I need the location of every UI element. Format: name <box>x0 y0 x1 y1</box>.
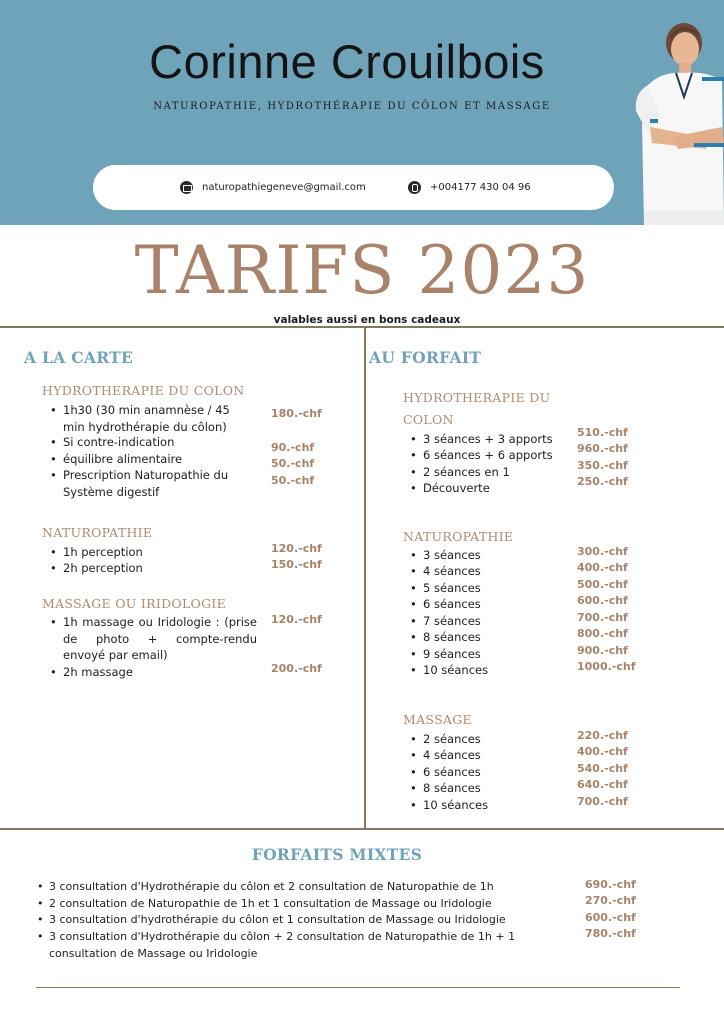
price: 540.-chf <box>577 762 628 775</box>
price: 640.-chf <box>577 778 628 791</box>
phone-text[interactable]: +004177 430 04 96 <box>430 182 531 193</box>
price: 120.-chf <box>271 613 322 626</box>
price: 180.-chf <box>271 407 322 420</box>
practice-subtitle: NATUROPATHIE, HYDROTHÉRAPIE DU CÔLON ET MASSAGE <box>153 101 551 112</box>
phone-contact[interactable] <box>408 181 531 194</box>
top-divider <box>0 326 724 328</box>
list-item: • 3 consultation d'hydrothérapie du côlon et 1 consultation de Massage ou Iridologie <box>49 912 579 929</box>
price: 300.-chf <box>577 545 628 558</box>
price: 780.-chf <box>585 927 636 940</box>
list-item: • équilibre alimentaire <box>63 451 253 468</box>
list-item: • Si contre-indication <box>63 434 253 451</box>
price: 700.-chf <box>577 611 628 624</box>
list-item: • 2 consultation de Naturopathie de 1h et 1 consultation de Massage ou Iridologie <box>49 896 579 913</box>
price: 500.-chf <box>577 578 628 591</box>
list-item: • Découverte <box>423 480 490 497</box>
list-item: • 9 séances <box>423 646 481 663</box>
price: 350.-chf <box>577 459 628 472</box>
price: 150.-chf <box>271 558 322 571</box>
list-item: • 10 séances <box>423 662 488 679</box>
price: 600.-chf <box>585 911 636 924</box>
forfait-hydro-title-line1: HYDROTHERAPIE DU <box>403 390 551 405</box>
list-item: • 6 séances + 6 apports <box>423 447 553 464</box>
list-item: • 3 consultation d'Hydrothérapie du côlon et 2 consultation de Naturopathie de 1h <box>49 879 579 896</box>
list-item: • 1h perception <box>63 544 253 561</box>
list-item: • 1h30 (30 min anamnèse / 45 min hydrothérapie du côlon) <box>63 402 253 435</box>
price: 220.-chf <box>577 729 628 742</box>
list-item: • 2h perception <box>63 560 253 577</box>
list-item: • 3 séances + 3 apports <box>423 431 553 448</box>
price: 270.-chf <box>585 894 636 907</box>
list-item: • 8 séances <box>423 780 481 797</box>
price: 960.-chf <box>577 442 628 455</box>
price: 120.-chf <box>271 542 322 555</box>
list-item: • 5 séances <box>423 580 481 597</box>
mail-icon <box>180 181 193 194</box>
list-item: • 2h massage <box>63 664 253 681</box>
list-item: • 8 séances <box>423 629 481 646</box>
price: 90.-chf <box>271 441 315 454</box>
price: 400.-chf <box>577 561 628 574</box>
price: 200.-chf <box>271 662 322 675</box>
price: 250.-chf <box>577 475 628 488</box>
forfait-massage-title: MASSAGE <box>403 712 472 727</box>
price: 600.-chf <box>577 594 628 607</box>
carte-massage-title: MASSAGE OU IRIDOLOGIE <box>42 596 227 611</box>
list-item: • 1h massage ou Iridologie : (prise de photo + compte-rendu envoyé par email) <box>63 614 257 664</box>
au-forfait-heading: AU FORFAIT <box>369 348 482 367</box>
price: 690.-chf <box>585 878 636 891</box>
a-la-carte-heading: A LA CARTE <box>24 348 134 367</box>
page-title: TARIFS 2023 <box>134 232 590 309</box>
list-item: • 4 séances <box>423 563 481 580</box>
price: 1000.-chf <box>577 660 636 673</box>
list-item: • 3 séances <box>423 547 481 564</box>
list-item: • 6 séances <box>423 596 481 613</box>
list-item: • 6 séances <box>423 764 481 781</box>
column-divider <box>364 326 366 830</box>
practitioner-name: Corinne Crouilbois <box>149 35 545 88</box>
list-item: • 2 séances en 1 <box>423 464 510 481</box>
price: 400.-chf <box>577 745 628 758</box>
price: 800.-chf <box>577 627 628 640</box>
price: 510.-chf <box>577 426 628 439</box>
price: 50.-chf <box>271 457 315 470</box>
email-text[interactable]: naturopathiegeneve@gmail.com <box>202 182 366 193</box>
bottom-divider <box>36 987 680 988</box>
forfait-hydro-title-line2: COLON <box>403 412 454 427</box>
list-item: • 3 consultation d'Hydrothérapie du côlon + 2 consultation de Naturopathie de 1h + 1 consultation de Massage ou Iridologie <box>49 929 579 962</box>
list-item: • Prescription Naturopathie du Système digestif <box>63 467 253 500</box>
list-item: • 4 séances <box>423 747 481 764</box>
middle-divider <box>0 828 724 830</box>
phone-icon <box>408 181 421 194</box>
forfaits-mixtes-heading: FORFAITS MIXTES <box>251 845 423 864</box>
list-item: • 10 séances <box>423 797 488 814</box>
practitioner-photo <box>632 15 724 225</box>
price: 900.-chf <box>577 644 628 657</box>
carte-hydro-title: HYDROTHERAPIE DU COLON <box>42 383 245 398</box>
email-contact[interactable] <box>180 181 366 194</box>
list-item: • 7 séances <box>423 613 481 630</box>
gift-voucher-note: valables aussi en bons cadeaux <box>273 314 461 326</box>
price: 700.-chf <box>577 795 628 808</box>
list-item: • 2 séances <box>423 731 481 748</box>
price: 50.-chf <box>271 474 315 487</box>
carte-naturo-title: NATUROPATHIE <box>42 525 153 540</box>
forfait-naturo-title: NATUROPATHIE <box>403 529 514 544</box>
